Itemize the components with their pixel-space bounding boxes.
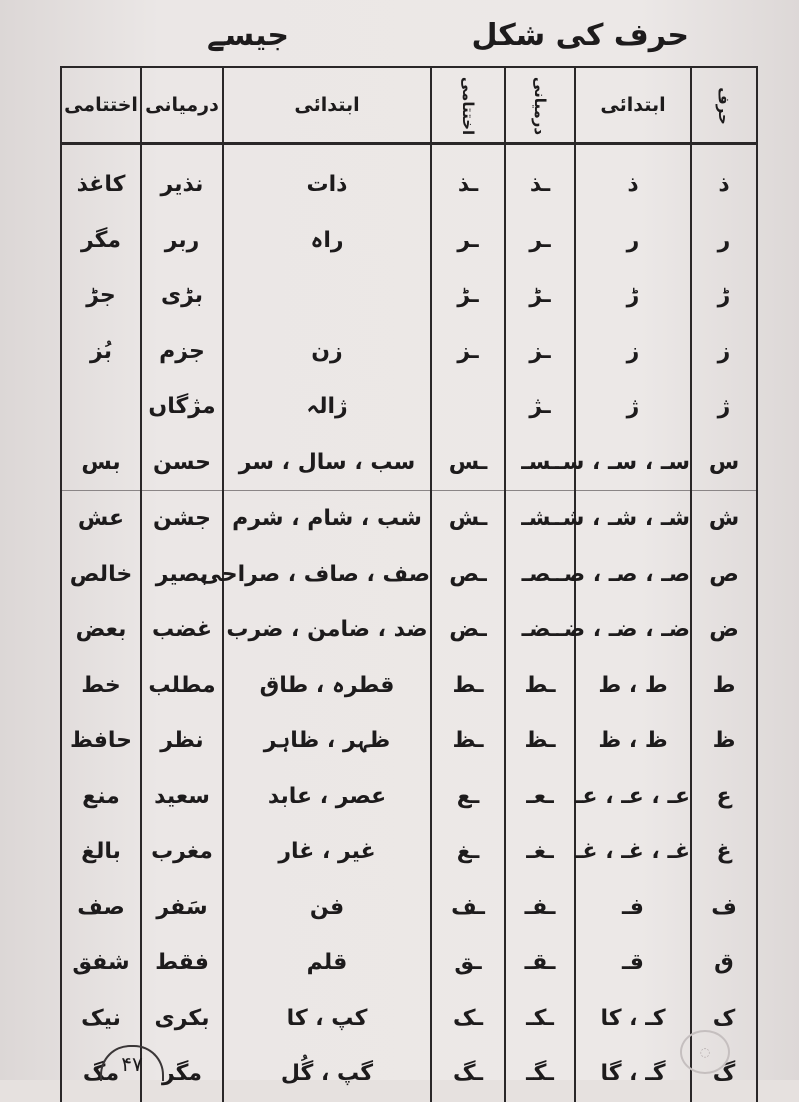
cell-ex-initial: صف ، صاف ، صراحی: [223, 547, 431, 603]
cell-letter: ذ: [691, 144, 757, 213]
cell-ex-initial: ژالہ: [223, 379, 431, 435]
cell-ex-medial: نذیر: [141, 144, 223, 213]
cell-ex-final: خط: [61, 658, 141, 714]
cell-letter: ع: [691, 769, 757, 825]
table-row: [61, 268, 757, 324]
cell-letter: ط: [691, 658, 757, 714]
cell-medial: ـذ: [505, 144, 575, 213]
cell-ex-final: جڑ: [61, 268, 141, 324]
cell-final: ـظ: [431, 713, 505, 769]
cell-ex-final: عش: [61, 491, 141, 547]
cell-initial: ژ: [575, 379, 691, 435]
cell-letter: ڑ: [691, 268, 757, 324]
cell-initial: فـ: [575, 880, 691, 936]
cell-initial: ر: [575, 213, 691, 269]
cell-letter: س: [691, 435, 757, 491]
cell-initial: عـ ، عـ ، عـ: [575, 769, 691, 825]
cell-final: [431, 379, 505, 435]
table-row: [61, 491, 757, 547]
cell-ex-final: خالص: [61, 547, 141, 603]
cell-ex-final: کاغذ: [61, 144, 141, 213]
cell-initial: ز: [575, 324, 691, 380]
cell-ex-final: بس: [61, 435, 141, 491]
table-row: [61, 144, 757, 213]
cell-ex-final: بالغ: [61, 824, 141, 880]
cell-ex-medial: ربر: [141, 213, 223, 269]
cell-ex-final: مگر: [61, 213, 141, 269]
cell-ex-initial: ظہر ، ظاہر: [223, 713, 431, 769]
header-final: اختتامی: [431, 67, 505, 144]
cell-medial: ـط: [505, 658, 575, 714]
cell-final: ـس: [431, 435, 505, 491]
cell-medial: ـز: [505, 324, 575, 380]
cell-final: ـغ: [431, 824, 505, 880]
cell-ex-medial: بڑی: [141, 268, 223, 324]
table-row: [61, 824, 757, 880]
header-letter: حرف: [691, 67, 757, 144]
cell-medial: ـظ: [505, 713, 575, 769]
cell-letter: ژ: [691, 379, 757, 435]
table-row: [61, 1046, 757, 1102]
cell-final: ـص: [431, 547, 505, 603]
cell-final: ـز: [431, 324, 505, 380]
cell-ex-medial: سَفر: [141, 880, 223, 936]
cell-medial: ـقـ: [505, 935, 575, 991]
header-medial: درمیانی: [505, 67, 575, 144]
cell-initial: غـ ، غـ ، غـ: [575, 824, 691, 880]
page-number: ۴۷: [100, 1045, 164, 1081]
cell-final: ـک: [431, 991, 505, 1047]
cell-ex-medial: بکری: [141, 991, 223, 1047]
table-row: [61, 435, 757, 491]
cell-ex-medial: فقط: [141, 935, 223, 991]
cell-medial: ـفـ: [505, 880, 575, 936]
cell-final: ـر: [431, 213, 505, 269]
cell-final: ـف: [431, 880, 505, 936]
table-row: [61, 602, 757, 658]
cell-final: ـط: [431, 658, 505, 714]
cell-ex-initial: ذات: [223, 144, 431, 213]
cell-initial: کـ ، کا: [575, 991, 691, 1047]
table-header-row: [61, 67, 757, 144]
cell-final: ـش: [431, 491, 505, 547]
cell-final: ـض: [431, 602, 505, 658]
cell-ex-final: منع: [61, 769, 141, 825]
cell-medial: ـغـ: [505, 824, 575, 880]
cell-ex-initial: سب ، سال ، سر: [223, 435, 431, 491]
cell-ex-final: [61, 379, 141, 435]
cell-medial: ـکـ: [505, 991, 575, 1047]
cell-final: ـگ: [431, 1046, 505, 1102]
table-row: [61, 213, 757, 269]
cell-letter: ف: [691, 880, 757, 936]
cell-initial: ط ، ط: [575, 658, 691, 714]
cell-final: ـڑ: [431, 268, 505, 324]
cell-ex-initial: شب ، شام ، شرم: [223, 491, 431, 547]
cell-ex-final: حافظ: [61, 713, 141, 769]
cell-letter: ز: [691, 324, 757, 380]
cell-medial: ـضـ: [505, 602, 575, 658]
table-row: [61, 769, 757, 825]
cell-letter: ص: [691, 547, 757, 603]
cell-ex-initial: قطرہ ، طاق: [223, 658, 431, 714]
cell-ex-medial: مگر: [141, 1046, 223, 1102]
letter-forms-heading: حرف کی شکل: [471, 18, 689, 53]
table-row: [61, 991, 757, 1047]
cell-ex-initial: کپ ، کا: [223, 991, 431, 1047]
library-stamp: ◌: [680, 1030, 730, 1074]
cell-ex-initial: قلم: [223, 935, 431, 991]
cell-letter: ض: [691, 602, 757, 658]
cell-medial: ـڑ: [505, 268, 575, 324]
cell-ex-medial: حسن: [141, 435, 223, 491]
cell-letter: ظ: [691, 713, 757, 769]
table-row: [61, 880, 757, 936]
cell-medial: ـژ: [505, 379, 575, 435]
cell-medial: ـشـ: [505, 491, 575, 547]
cell-ex-medial: سعید: [141, 769, 223, 825]
cell-ex-initial: ضد ، ضامن ، ضرب: [223, 602, 431, 658]
cell-medial: ـر: [505, 213, 575, 269]
table-row: [61, 547, 757, 603]
table-row: [61, 379, 757, 435]
header-example-medial: درمیانی: [141, 67, 223, 144]
cell-initial: ظ ، ظ: [575, 713, 691, 769]
cell-medial: ـصـ: [505, 547, 575, 603]
cell-ex-final: شفق: [61, 935, 141, 991]
cell-ex-medial: نظر: [141, 713, 223, 769]
cell-ex-initial: فن: [223, 880, 431, 936]
cell-medial: ـعـ: [505, 769, 575, 825]
cell-letter: ر: [691, 213, 757, 269]
cell-initial: سـ ، سـ ، سـ: [575, 435, 691, 491]
cell-ex-medial: جشن: [141, 491, 223, 547]
cell-medial: ـسـ: [505, 435, 575, 491]
cell-ex-medial: مطلب: [141, 658, 223, 714]
cell-ex-final: نیک: [61, 991, 141, 1047]
letter-forms-table: [60, 66, 758, 1102]
cell-ex-initial: غیر ، غار: [223, 824, 431, 880]
table-row: [61, 324, 757, 380]
cell-ex-final: مگ: [61, 1046, 141, 1102]
cell-medial: ـگـ: [505, 1046, 575, 1102]
cell-initial: قـ: [575, 935, 691, 991]
cell-ex-initial: زن: [223, 324, 431, 380]
cell-letter: ک: [691, 991, 757, 1047]
cell-initial: ڑ: [575, 268, 691, 324]
header-example-initial: ابتدائی: [223, 67, 431, 144]
cell-ex-final: صف: [61, 880, 141, 936]
cell-initial: ذ: [575, 144, 691, 213]
table-row: [61, 935, 757, 991]
cell-ex-initial: راہ: [223, 213, 431, 269]
cell-ex-final: بُز: [61, 324, 141, 380]
cell-initial: شـ ، شـ ، شـ: [575, 491, 691, 547]
cell-ex-final: بعض: [61, 602, 141, 658]
cell-ex-medial: جزم: [141, 324, 223, 380]
cell-ex-initial: گپ ، گُل: [223, 1046, 431, 1102]
cell-letter: غ: [691, 824, 757, 880]
cell-ex-initial: [223, 268, 431, 324]
cell-final: ـع: [431, 769, 505, 825]
cell-final: ـق: [431, 935, 505, 991]
cell-initial: صـ ، صـ ، صـ: [575, 547, 691, 603]
cell-ex-medial: مغرب: [141, 824, 223, 880]
header-initial: ابتدائی: [575, 67, 691, 144]
examples-heading: جیسے: [207, 18, 289, 53]
table-row: [61, 658, 757, 714]
cell-ex-medial: بصیر: [141, 547, 223, 603]
cell-letter: گ: [691, 1046, 757, 1102]
cell-ex-medial: مژگاں: [141, 379, 223, 435]
cell-initial: گـ ، گا: [575, 1046, 691, 1102]
cell-initial: ضـ ، ضـ ، ضـ: [575, 602, 691, 658]
cell-ex-initial: عصر ، عابد: [223, 769, 431, 825]
table-row: [61, 713, 757, 769]
cell-letter: ق: [691, 935, 757, 991]
cell-letter: ش: [691, 491, 757, 547]
cell-final: ـذ: [431, 144, 505, 213]
cell-ex-medial: غضب: [141, 602, 223, 658]
header-example-final: اختتامی: [61, 67, 141, 144]
